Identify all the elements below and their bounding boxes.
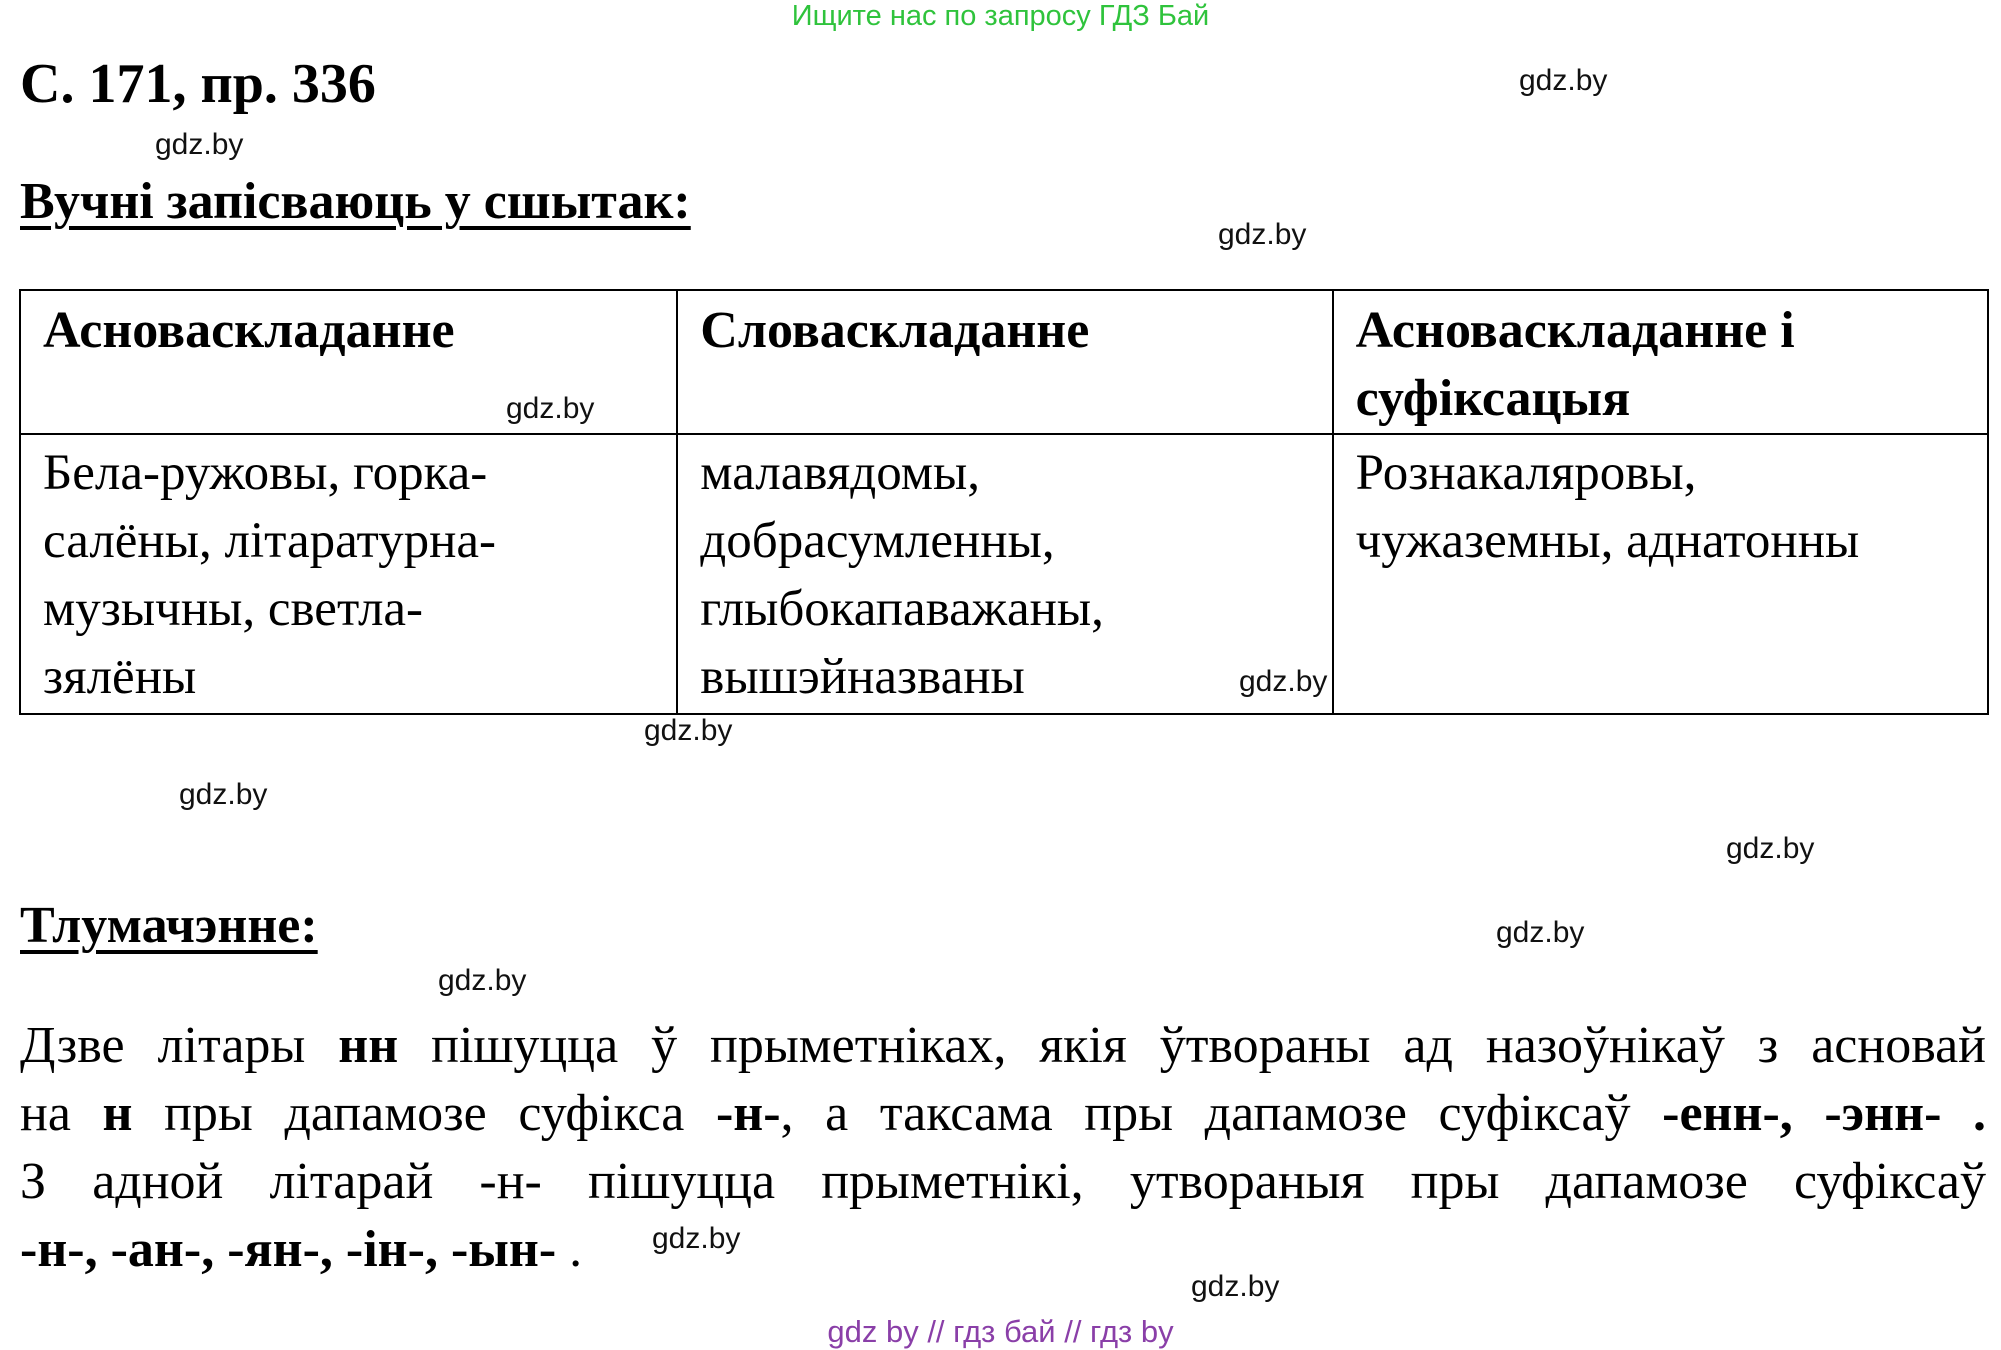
- text-run: , а таксама пры дапамозе суфіксаў: [780, 1085, 1663, 1142]
- table-header-cell: Асноваскладанне: [20, 290, 677, 434]
- cell-line: малавядомы,: [700, 445, 981, 501]
- bold-run: -енн-, -энн- .: [1662, 1085, 1986, 1142]
- table-row: [20, 434, 1988, 714]
- watermark-text: gdz.by: [644, 714, 733, 747]
- cell-line: Рознакаляровы,: [1355, 445, 1697, 501]
- text-run: .: [556, 1221, 583, 1278]
- table-cell: [677, 434, 1332, 714]
- explanation-line: [20, 1216, 1986, 1284]
- cell-line: зялёны: [43, 649, 197, 705]
- watermark-text: gdz.by: [1519, 64, 1608, 97]
- text-run: пішуцца ў прыметніках, якія ўтвораны ад назоўнікаў з асновай: [398, 1017, 1986, 1074]
- text-run: на: [20, 1085, 103, 1142]
- text-run: Дзве літары: [20, 1017, 339, 1074]
- section-title-notebook: Вучні запісваюць у сшытак:: [20, 173, 691, 230]
- explanation-line: [20, 1012, 1986, 1080]
- cell-line: музычны, светла-: [43, 581, 424, 637]
- watermark-text: gdz.by: [652, 1222, 741, 1255]
- watermark-text: gdz.by: [506, 392, 595, 425]
- table-header-row: [20, 290, 1988, 434]
- bold-run: -н-, -ан-, -ян-, -ін-, -ын-: [20, 1221, 557, 1278]
- page-reference: С. 171, пр. 336: [20, 53, 376, 115]
- text-run: пры дапамозе суфікса: [132, 1085, 716, 1142]
- watermark-text: gdz.by: [155, 128, 244, 161]
- explanation-line: [20, 1080, 1986, 1148]
- table-cell: [1333, 434, 1988, 714]
- watermark-text: gdz.by: [1239, 665, 1328, 698]
- watermark-text: gdz.by: [1191, 1270, 1280, 1303]
- table-header-cell: Словаскладанне: [677, 290, 1332, 434]
- cell-line: вышэйназваны: [700, 649, 1025, 705]
- top-banner: Ищите нас по запросу ГДЗ Бай: [791, 0, 1210, 32]
- cell-line: добрасумленны,: [700, 513, 1055, 569]
- cell-line: чужаземны, аднатонны: [1355, 513, 1860, 569]
- cell-line: глыбокапаважаны,: [700, 581, 1104, 637]
- watermark-text: gdz.by: [179, 778, 268, 811]
- watermark-text: gdz.by: [438, 964, 527, 997]
- bold-run: н: [102, 1085, 133, 1142]
- table-cell: [20, 434, 677, 714]
- bold-run: -н-: [715, 1085, 781, 1142]
- bottom-links: gdz by // гдз бай // гдз by: [827, 1314, 1174, 1349]
- table-header-cell: Асноваскладанне і суфіксацыя: [1333, 290, 1988, 434]
- explanation-paragraph: [20, 1012, 1986, 1284]
- explanation-line: З адной літарай -н- пішуцца прыметнікі, утвораныя пры дапамозе суфіксаў: [20, 1153, 1986, 1210]
- cell-line: салёны, літаратурна-: [43, 513, 496, 569]
- watermark-text: gdz.by: [1218, 218, 1307, 251]
- word-formation-table: [19, 289, 1989, 715]
- cell-line: Бела-ружовы, горка-: [43, 445, 488, 501]
- section-title-explanation: Тлумачэнне:: [20, 897, 318, 954]
- watermark-text: gdz.by: [1726, 832, 1815, 865]
- bold-run: нн: [338, 1017, 399, 1074]
- watermark-text: gdz.by: [1496, 916, 1585, 949]
